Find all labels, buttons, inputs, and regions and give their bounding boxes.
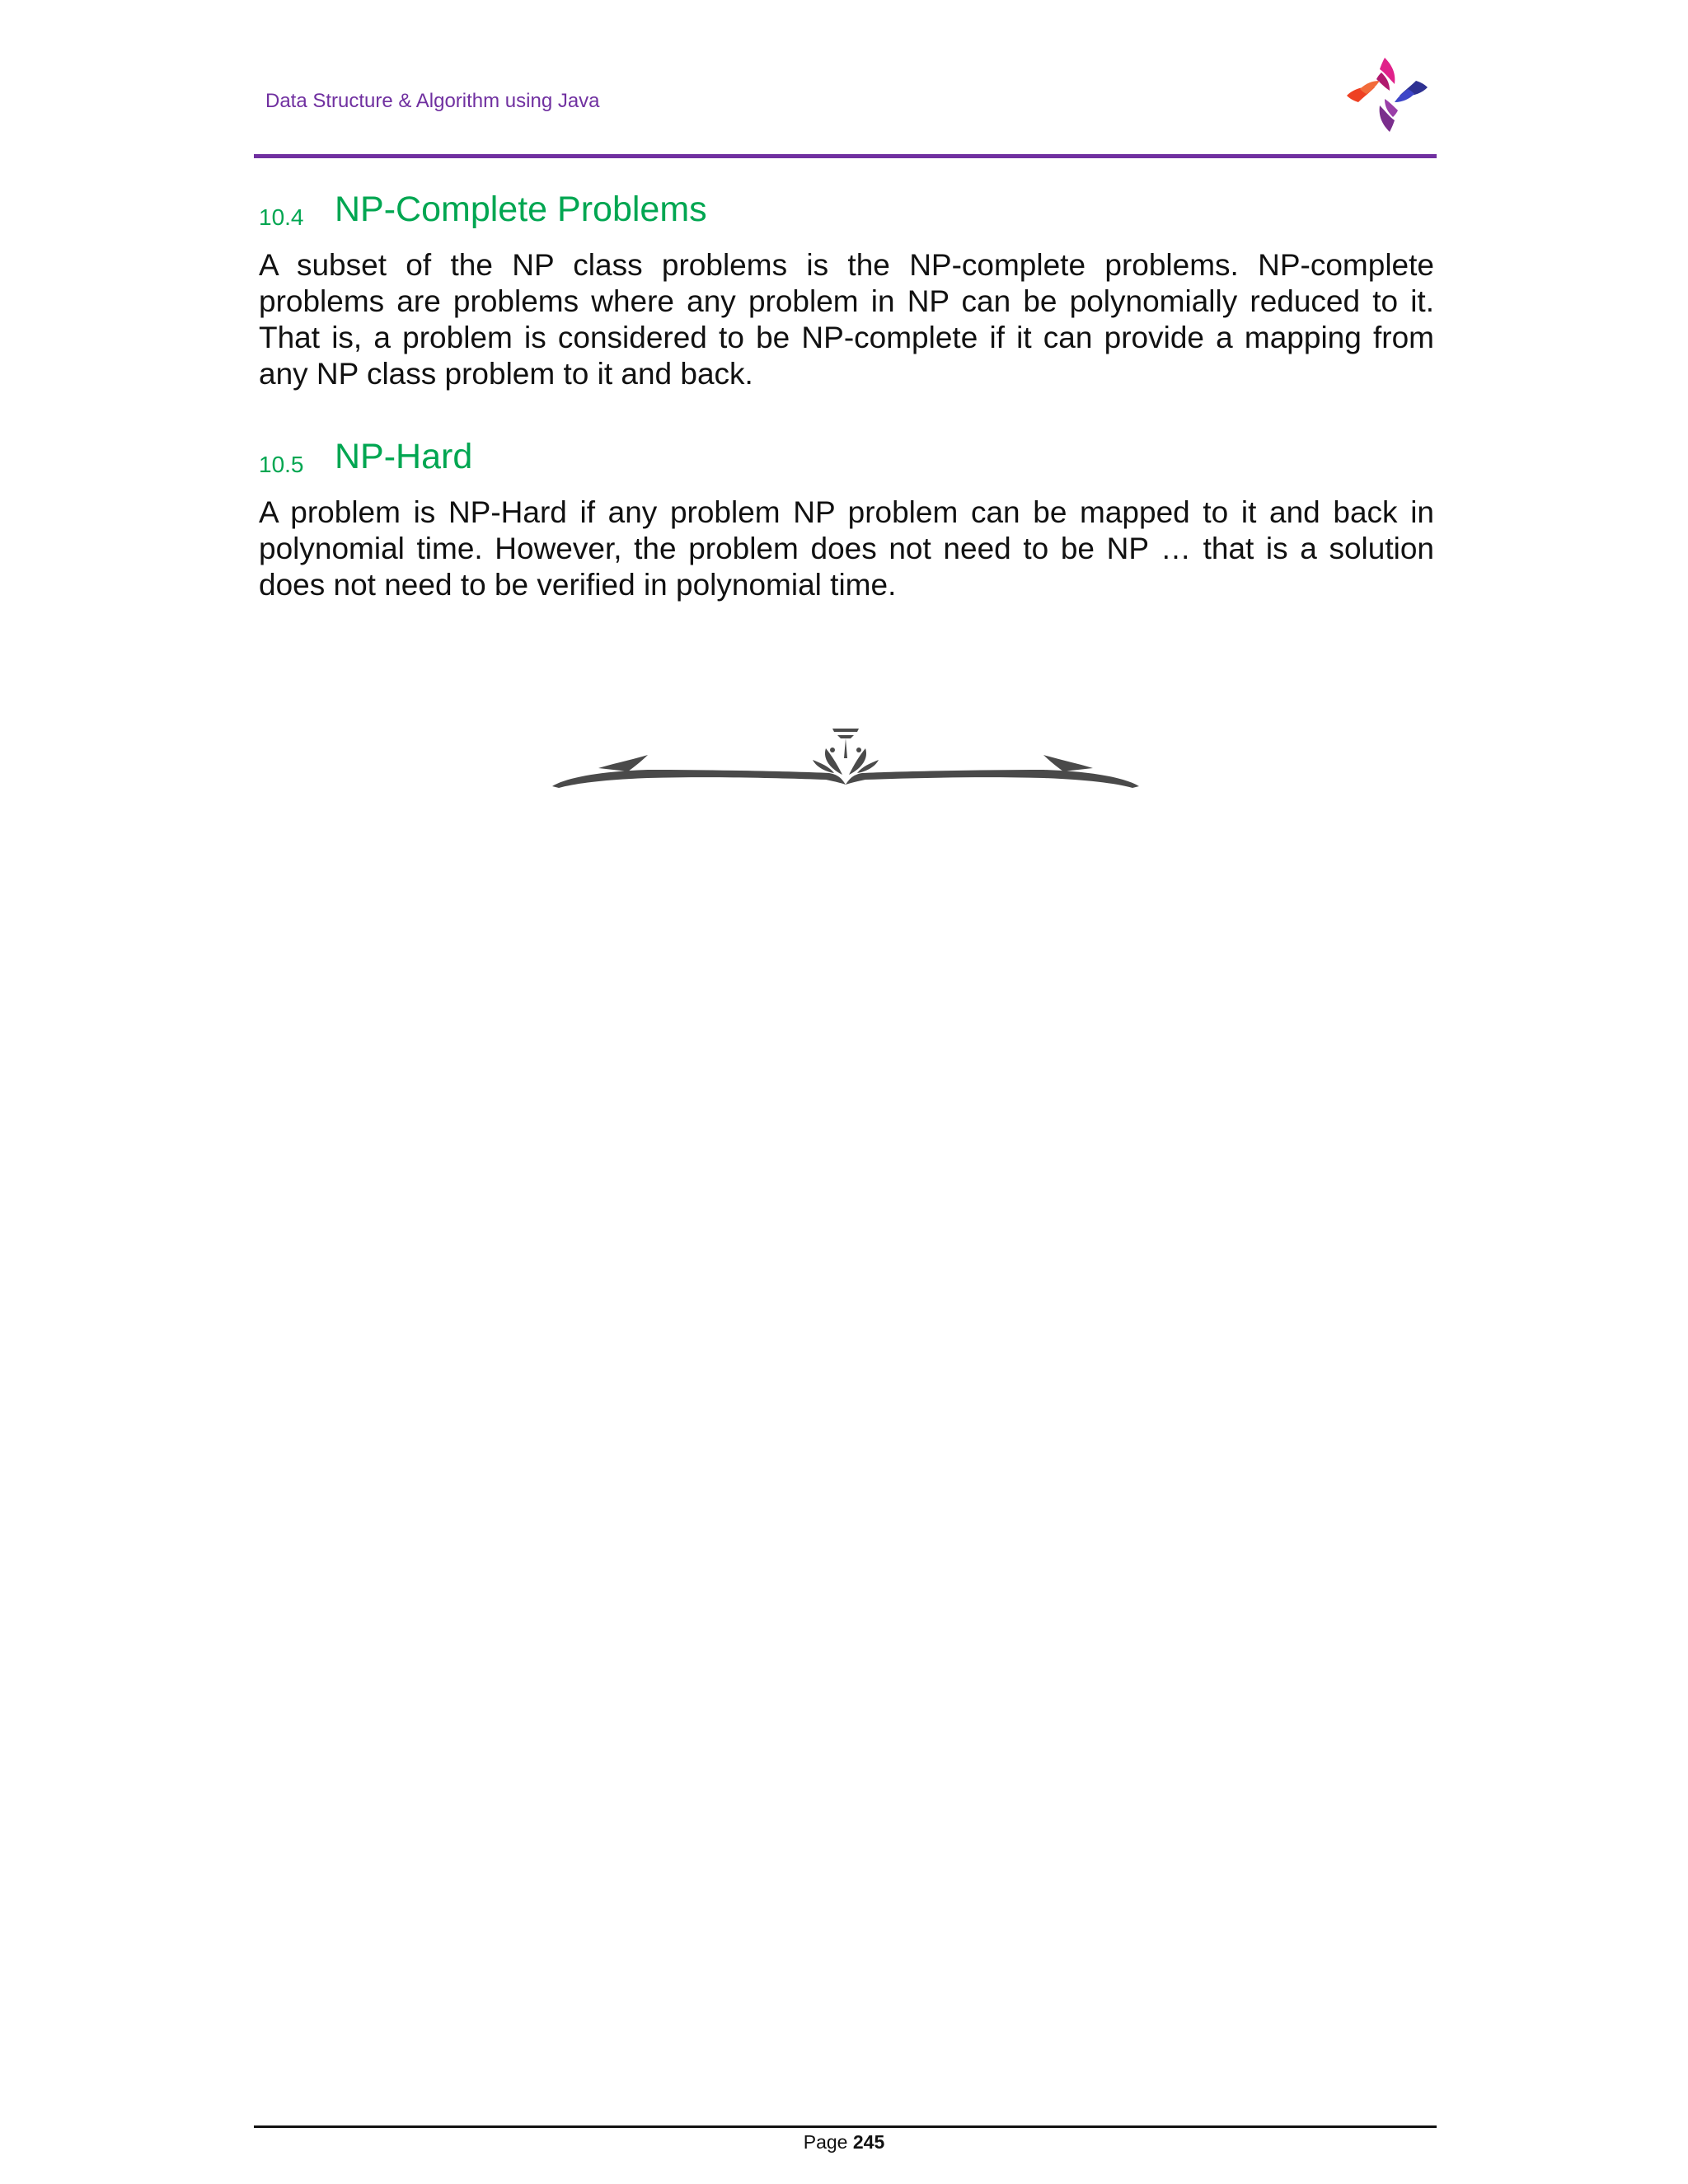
section-heading bbox=[259, 186, 1434, 236]
header-rule bbox=[254, 154, 1437, 158]
header-title: Data Structure & Algorithm using Java bbox=[265, 90, 600, 112]
section-heading bbox=[259, 434, 1434, 483]
section-title: NP-Hard bbox=[335, 437, 473, 476]
section-np-hard bbox=[259, 434, 1434, 603]
section-body: A problem is NP-Hard if any problem NP problem can be mapped to it and back in polynomial time. However, the problem does not need to be NP … that is a solution does not need to be verified in polynomial time. bbox=[259, 495, 1434, 602]
publisher-logo-icon bbox=[1342, 51, 1434, 138]
section-body: A subset of the NP class problems is the NP-complete problems. NP-complete problems are problems where any problem in NP can be polynomially reduced to it. That is, a problem is considered to be NP-complete if it can provide a mapping from any NP class problem to it and back. bbox=[259, 248, 1434, 391]
page-number: 245 bbox=[852, 2131, 885, 2153]
section-number: 10.4 bbox=[259, 204, 304, 230]
page-label: Page bbox=[803, 2131, 848, 2153]
section-number: 10.5 bbox=[259, 452, 304, 477]
footer-rule bbox=[254, 2125, 1437, 2128]
section-np-complete bbox=[259, 186, 1434, 392]
page-number-label bbox=[0, 2130, 1688, 2154]
section-title: NP-Complete Problems bbox=[335, 190, 707, 229]
flourish-divider-icon bbox=[549, 725, 1142, 793]
